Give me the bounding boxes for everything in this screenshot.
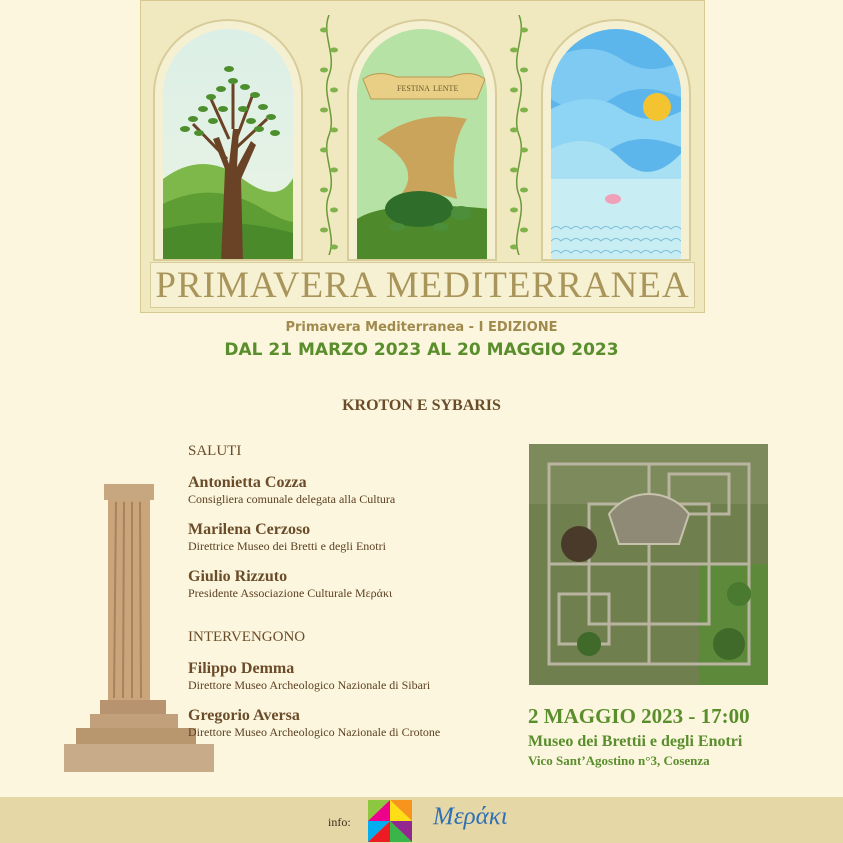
event-datetime: 2 MAGGIO 2023 - 17:00 <box>528 704 750 728</box>
speaker-role: Presidente Associazione Culturale Μεράκι <box>188 586 393 600</box>
arch-turtle <box>347 19 497 261</box>
tree-illustration <box>163 29 293 259</box>
speaker-role: Direttrice Museo dei Bretti e degli Enotri <box>188 539 386 553</box>
info-label: info: <box>328 815 351 829</box>
speaker-role: Direttore Museo Archeologico Nazionale di Sibari <box>188 678 431 692</box>
speaker-cerzoso <box>188 521 386 554</box>
speaker-cozza <box>188 474 395 507</box>
speaker-demma <box>188 660 430 693</box>
sea-illustration <box>551 29 681 259</box>
edition-label: Primavera Mediterranea - I EDIZIONE <box>285 320 558 335</box>
speaker-name: Antonietta Cozza <box>188 474 307 491</box>
speaker-aversa <box>188 707 440 740</box>
speaker-rizzuto <box>188 568 392 601</box>
event-title: KROTON E SYBARIS <box>342 397 501 414</box>
speaker-name: Marilena Cerzoso <box>188 521 311 538</box>
title-banner <box>150 262 695 308</box>
event-venue: Museo dei Brettii e degli Enotri <box>528 733 743 750</box>
event-address: Vico Sant’Agostino n°3, Cosenza <box>528 753 710 768</box>
meraki-logo: Μεράκι <box>433 803 508 830</box>
main-title: PRIMAVERA MEDITERRANEA <box>155 265 690 306</box>
speaker-role: Direttore Museo Archeologico Nazionale di Crotone <box>188 725 441 739</box>
banner-motto-2: LENTE <box>433 84 459 93</box>
speaker-role: Consigliera comunale delegata alla Cultura <box>188 492 396 506</box>
date-range: DAL 21 MARZO 2023 AL 20 MAGGIO 2023 <box>224 340 619 360</box>
turtle-illustration <box>357 29 487 259</box>
speaker-name: Gregorio Aversa <box>188 707 300 724</box>
intervengono-heading: INTERVENGONO <box>188 629 306 645</box>
colorful-mosaic-logo <box>368 800 412 842</box>
footer-bar <box>0 797 843 843</box>
aerial-site-photo <box>529 444 768 685</box>
speaker-name: Filippo Demma <box>188 660 295 677</box>
banner-motto-1: FESTINA <box>397 84 430 93</box>
saluti-heading: SALUTI <box>188 443 242 459</box>
arch-tree <box>153 19 303 261</box>
vine-decoration-right <box>509 15 529 255</box>
vine-decoration-left <box>319 15 339 255</box>
speaker-name: Giulio Rizzuto <box>188 568 288 585</box>
arch-sea <box>541 19 691 261</box>
